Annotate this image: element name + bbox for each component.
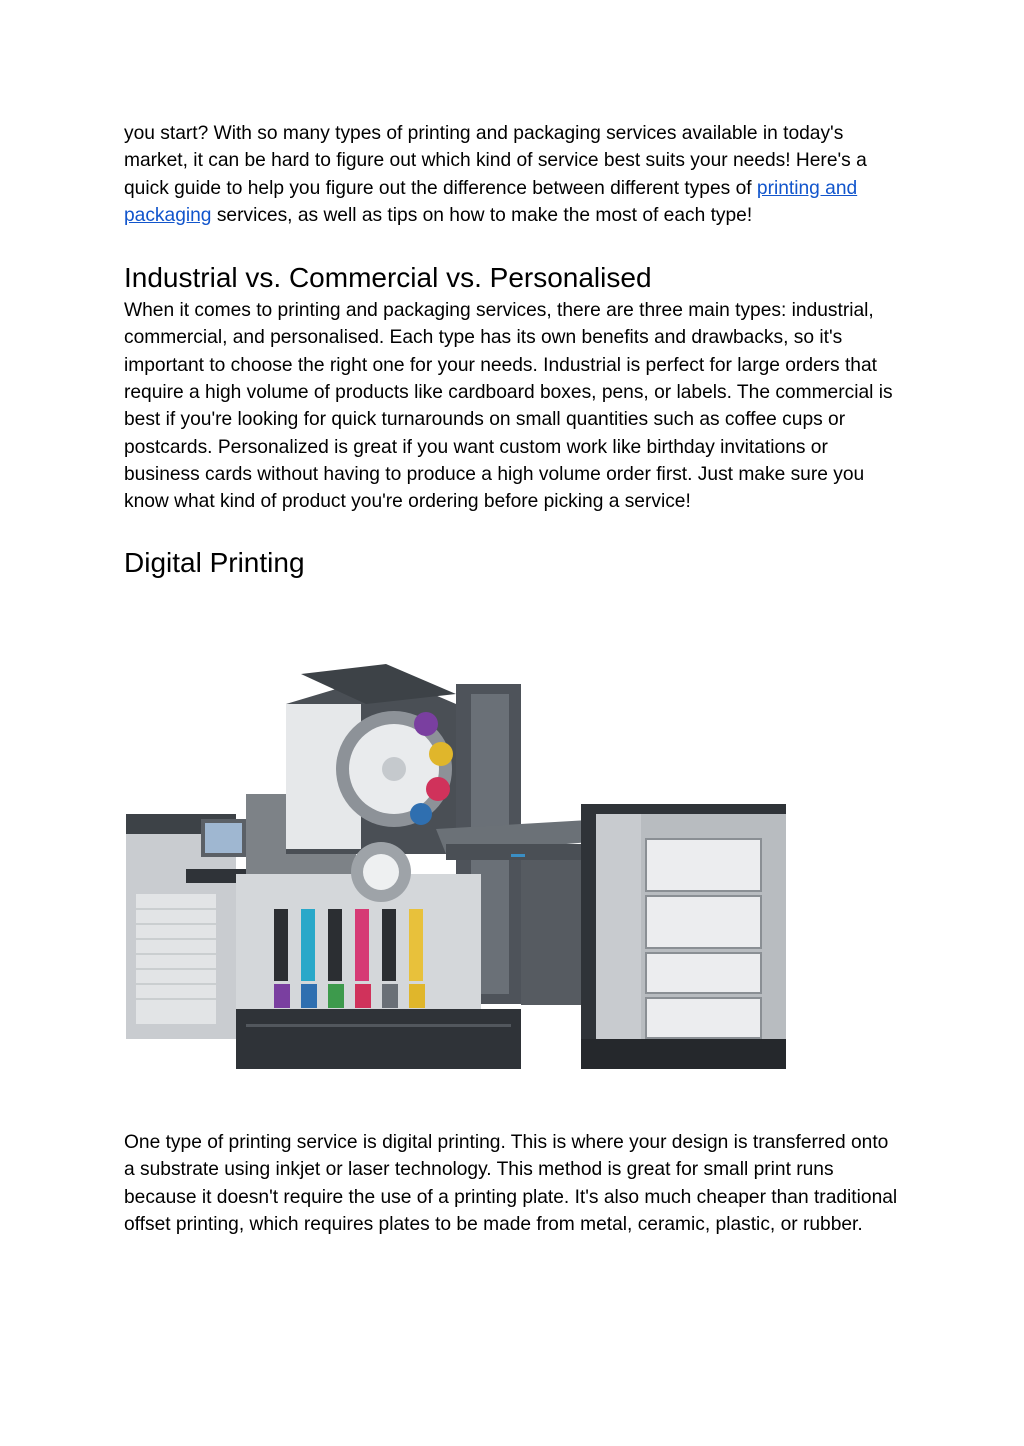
digital-printing-press-image — [126, 664, 786, 1072]
intro-paragraph — [124, 120, 904, 229]
intro-text-before-link: you start? With so many types of printing and packaging services available in today's market, it can be hard to figure out which kind of service best suits your needs! Here's a quick guide to help you figure out the difference between different types of — [124, 123, 867, 199]
document-page — [124, 120, 904, 580]
industrial-paragraph: When it comes to printing and packaging services, there are three main types: industrial, commercial, and personalised. Each type has its own benefits and drawbacks, so it's important to choose the right one for your needs. Industrial is perfect for large orders that require a high volume of products like cardboard boxes, pens, or labels. The commercial is best if you're looking for quick turnarounds on small quantities such as coffee cups or postcards. Personalized is great if you want custom work like birthday invitations or business cards without having to produce a high volume order first. Just make sure you know what kind of product you're ordering before picking a service! — [124, 300, 893, 513]
intro-text-after-link: services, as well as tips on how to make the most of each type! — [211, 204, 753, 226]
heading-industrial-commercial-personalised: Industrial vs. Commercial vs. Personalised — [124, 262, 652, 294]
digital-printing-paragraph: One type of printing service is digital printing. This is where your design is transferred onto a substrate using inkjet or laser technology. This method is great for small print runs because it doesn't require the use of a printing plate. It's also much cheaper than traditional offset printing, which requires plates to be made from metal, ceramic, plastic, or rubber. — [124, 1132, 898, 1235]
printing-and-packaging-link[interactable]: printing and packaging — [124, 177, 858, 226]
heading-digital-printing: Digital Printing — [124, 546, 305, 578]
